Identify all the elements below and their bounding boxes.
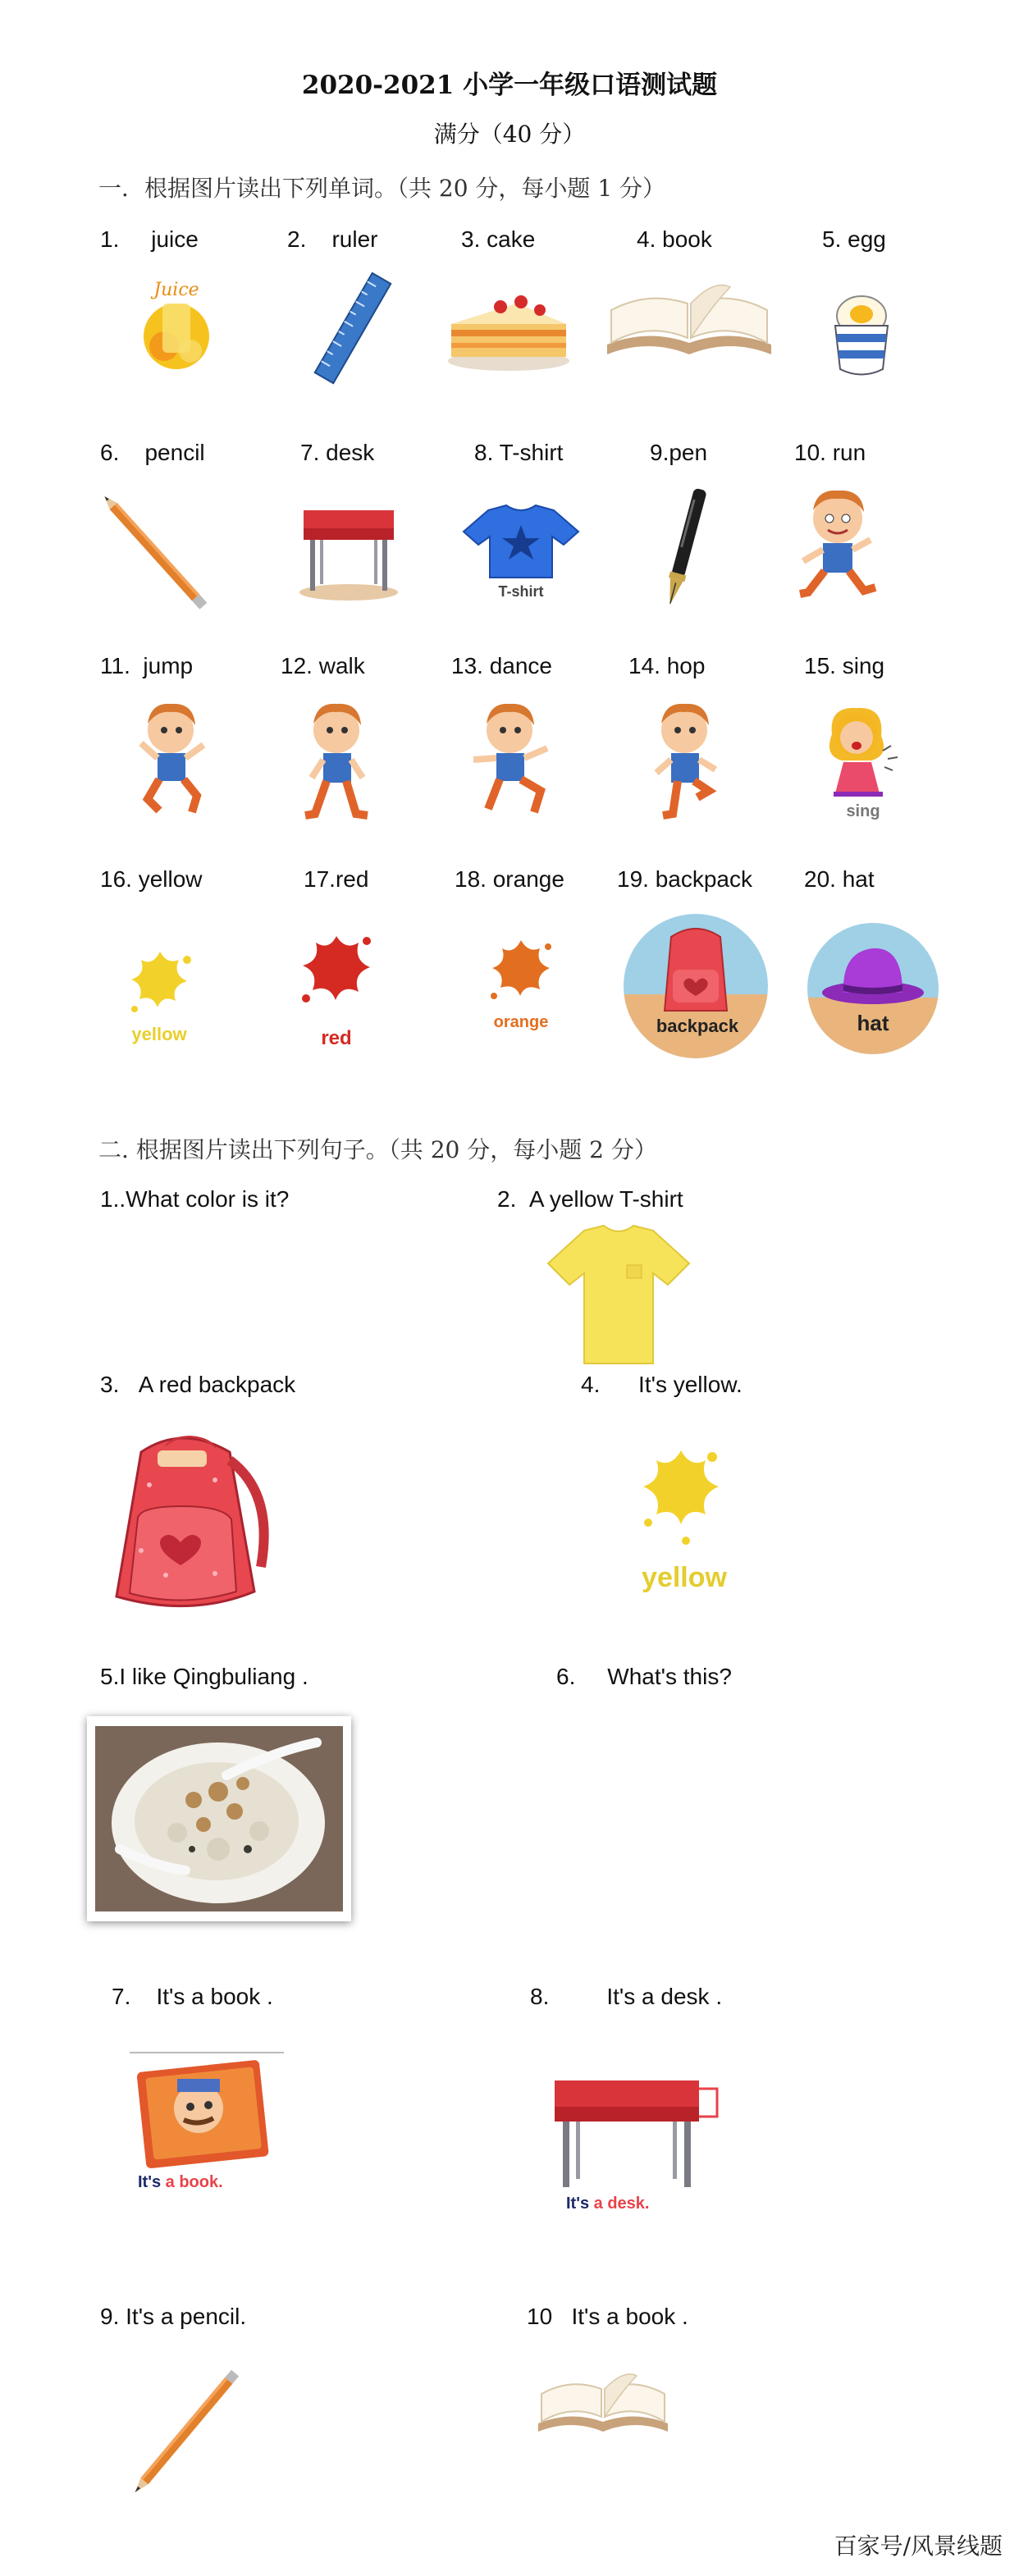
word-label-16: 16. yellow [100, 866, 203, 892]
word-label-2: 2. ruler [287, 226, 378, 252]
sentence-3: 3. A red backpack [100, 1372, 296, 1397]
page-title: 2020-2021 小学一年级口语测试题 [301, 71, 718, 100]
svg-text:yellow: yellow [642, 1562, 727, 1593]
word-label-8: 8. T-shirt [474, 440, 564, 465]
svg-text:yellow: yellow [131, 1024, 187, 1044]
girl-singing-icon [814, 701, 921, 824]
word-label-20: 20. hat [804, 866, 875, 892]
page-subtitle: 满分（40 分） [433, 121, 586, 148]
svg-text:backpack: backpack [656, 1016, 739, 1036]
word-label-6: 6. pencil [100, 440, 205, 465]
word-label-11: 11. jump [100, 653, 194, 678]
word-label-7: 7. desk [300, 440, 375, 465]
svg-text:hat: hat [857, 1011, 889, 1035]
open-book-icon [533, 2369, 673, 2443]
boy-jumping-icon [123, 699, 222, 822]
word-label-13: 13. dance [451, 653, 553, 678]
word-label-3: 3. cake [461, 226, 536, 252]
yellow-tshirt-icon [545, 1224, 692, 1368]
word-label-9: 9.pen [650, 440, 708, 465]
storybook-icon [130, 2051, 286, 2199]
word-label-17: 17.red [304, 866, 369, 892]
section1-heading: 一．根据图片读出下列单词。（共 20 分，每小题 1 分） [98, 175, 666, 202]
word-label-15: 15. sing [804, 653, 885, 678]
svg-text:sing: sing [846, 802, 880, 820]
word-label-14: 14. hop [628, 653, 706, 678]
svg-text:red: red [321, 1027, 352, 1049]
ruler-icon [308, 271, 398, 386]
word-label-12: 12. walk [281, 653, 365, 678]
qingbuliang-photo-frame [87, 1716, 351, 1921]
red-backpack-icon [92, 1427, 281, 1624]
boy-dancing-icon [455, 699, 562, 822]
svg-text:It's a book.: It's a book. [138, 2173, 223, 2191]
svg-text:orange: orange [493, 1013, 549, 1031]
svg-text:It's a desk.: It's a desk. [566, 2195, 650, 2213]
word-label-10: 10. run [794, 440, 866, 465]
pencil-icon-2 [123, 2363, 254, 2494]
red-splash-icon [291, 923, 382, 1054]
sentence-9: 9. It's a pencil. [100, 2304, 247, 2329]
watermark: 百家号/风景线题 [834, 2533, 1003, 2560]
yellow-splash-icon [115, 935, 205, 1058]
sentence-2: 2. A yellow T-shirt [497, 1186, 683, 1212]
sentence-5: 5.I like Qingbuliang . [100, 1664, 308, 1689]
svg-text:T-shirt: T-shirt [498, 583, 544, 600]
sentence-1: 1..What color is it? [100, 1186, 290, 1212]
svg-text:Juice: Juice [153, 280, 199, 300]
boy-running-icon [784, 486, 890, 609]
word-label-1: 1. juice [100, 226, 199, 252]
book-icon [599, 279, 779, 369]
cake-icon [443, 279, 574, 373]
backpack-circle-icon [622, 912, 770, 1060]
juice-icon [131, 271, 222, 377]
word-label-18: 18. orange [455, 866, 564, 892]
word-label-19: 19. backpack [617, 866, 753, 892]
tshirt-icon [455, 502, 587, 601]
sentence-4: 4. It's yellow. [581, 1372, 743, 1397]
yellow-paint-icon [624, 1434, 738, 1598]
qingbuliang-photo [95, 1726, 343, 1911]
pencil-icon [98, 492, 222, 623]
desk-icon [295, 500, 402, 603]
sentence-10: 10 It's a book . [527, 2304, 688, 2329]
boy-hopping-icon [640, 699, 730, 822]
section2-heading: 二. 根据图片读出下列句子。（共 20 分，每小题 2 分） [98, 1136, 657, 1163]
red-desk-icon [548, 2067, 720, 2215]
sentence-7: 7. It's a book . [112, 1984, 273, 2009]
orange-splash-icon [476, 927, 566, 1042]
boy-walking-icon [287, 699, 386, 822]
sentence-8: 8. It's a desk . [530, 1984, 723, 2009]
egg-icon [820, 283, 902, 381]
hat-circle-icon [806, 919, 941, 1058]
sentence-6: 6. What's this? [556, 1664, 732, 1689]
word-label-4: 4. book [637, 226, 712, 252]
pen-icon [660, 482, 710, 614]
word-label-5: 5. egg [822, 226, 886, 252]
